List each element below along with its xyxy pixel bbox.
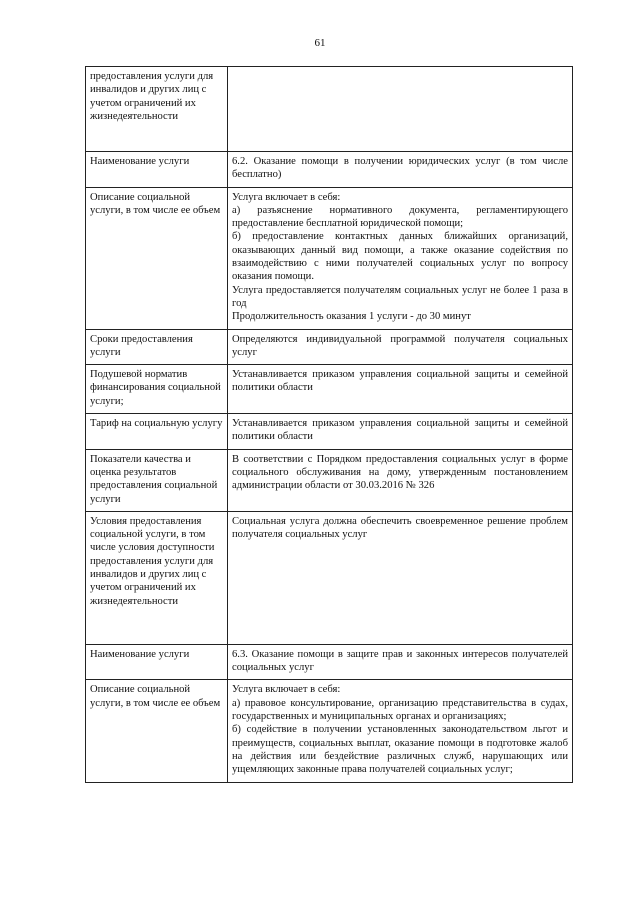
- table-row: [86, 680, 573, 782]
- table-row: [86, 414, 573, 450]
- row-value: [228, 67, 573, 152]
- row-value: Социальная услуга должна обеспечить своевременное решение проблем получателя социальных услуг: [228, 511, 573, 644]
- table-row: [86, 449, 573, 511]
- row-label: предоставления услуги для инвалидов и других лиц с учетом ограничений их жизнедеятельности: [86, 67, 228, 152]
- row-value: 6.2. Оказание помощи в получении юридических услуг (в том числе бесплатно): [228, 152, 573, 188]
- table-row: [86, 644, 573, 680]
- row-label: Подушевой норматив финансирования социальной услуги;: [86, 365, 228, 414]
- row-label: Условия предоставления социальной услуги, в том числе условия доступности предоставления услуги для инвалидов и других лиц с учетом ограничений их жизнедеятельности: [86, 511, 228, 644]
- table-row: [86, 152, 573, 188]
- row-value: В соответствии с Порядком предоставления социальных услуг в форме социального обслуживания на дому, утвержденным постановлением администрации области от 30.03.2016 № 326: [228, 449, 573, 511]
- table-row: [86, 511, 573, 644]
- row-value: Определяются индивидуальной программой получателя социальных услуг: [228, 329, 573, 365]
- table-row: [86, 187, 573, 329]
- row-value: Устанавливается приказом управления социальной защиты и семейной политики области: [228, 365, 573, 414]
- row-value: Услуга включает в себя: а) правовое консультирование, организацию представительства в судах, государственных и муниципальных органах и организациях; б) содействие в получении установленных законодательством льгот и преимуществ, социальных выплат, оказание помощи в подготовке жалоб на действия или бездействие различных служб, нарушающих или ущемляющих законные права получателей социальных услуг;: [228, 680, 573, 782]
- row-label: Сроки предоставления услуги: [86, 329, 228, 365]
- row-value: 6.3. Оказание помощи в защите прав и законных интересов получателей социальных услуг: [228, 644, 573, 680]
- table-row: [86, 329, 573, 365]
- row-label: Описание социальной услуги, в том числе ее объем: [86, 187, 228, 329]
- row-label: Наименование услуги: [86, 644, 228, 680]
- row-label: Тариф на социальную услугу: [86, 414, 228, 450]
- page-number: 61: [314, 37, 326, 49]
- table-row: [86, 67, 573, 152]
- row-label: Показатели качества и оценка результатов предоставления социальной услуги: [86, 449, 228, 511]
- table-row: [86, 365, 573, 414]
- service-table: [85, 66, 573, 783]
- row-value: Устанавливается приказом управления социальной защиты и семейной политики области: [228, 414, 573, 450]
- row-value: Услуга включает в себя: а) разъяснение нормативного документа, регламентирующего предоставление бесплатной юридической помощи; б) предоставление контактных данных ближайших организаций, оказывающих данный вид помощи, а также оказание содействия по взаимодействию с ними получателей социальных услуг по вопросу оказания помощи. Услуга предоставляется получателям социальных услуг не более 1 раза в год Продолжительность оказания 1 услуги - до 30 минут: [228, 187, 573, 329]
- row-label: Описание социальной услуги, в том числе ее объем: [86, 680, 228, 782]
- row-label: Наименование услуги: [86, 152, 228, 188]
